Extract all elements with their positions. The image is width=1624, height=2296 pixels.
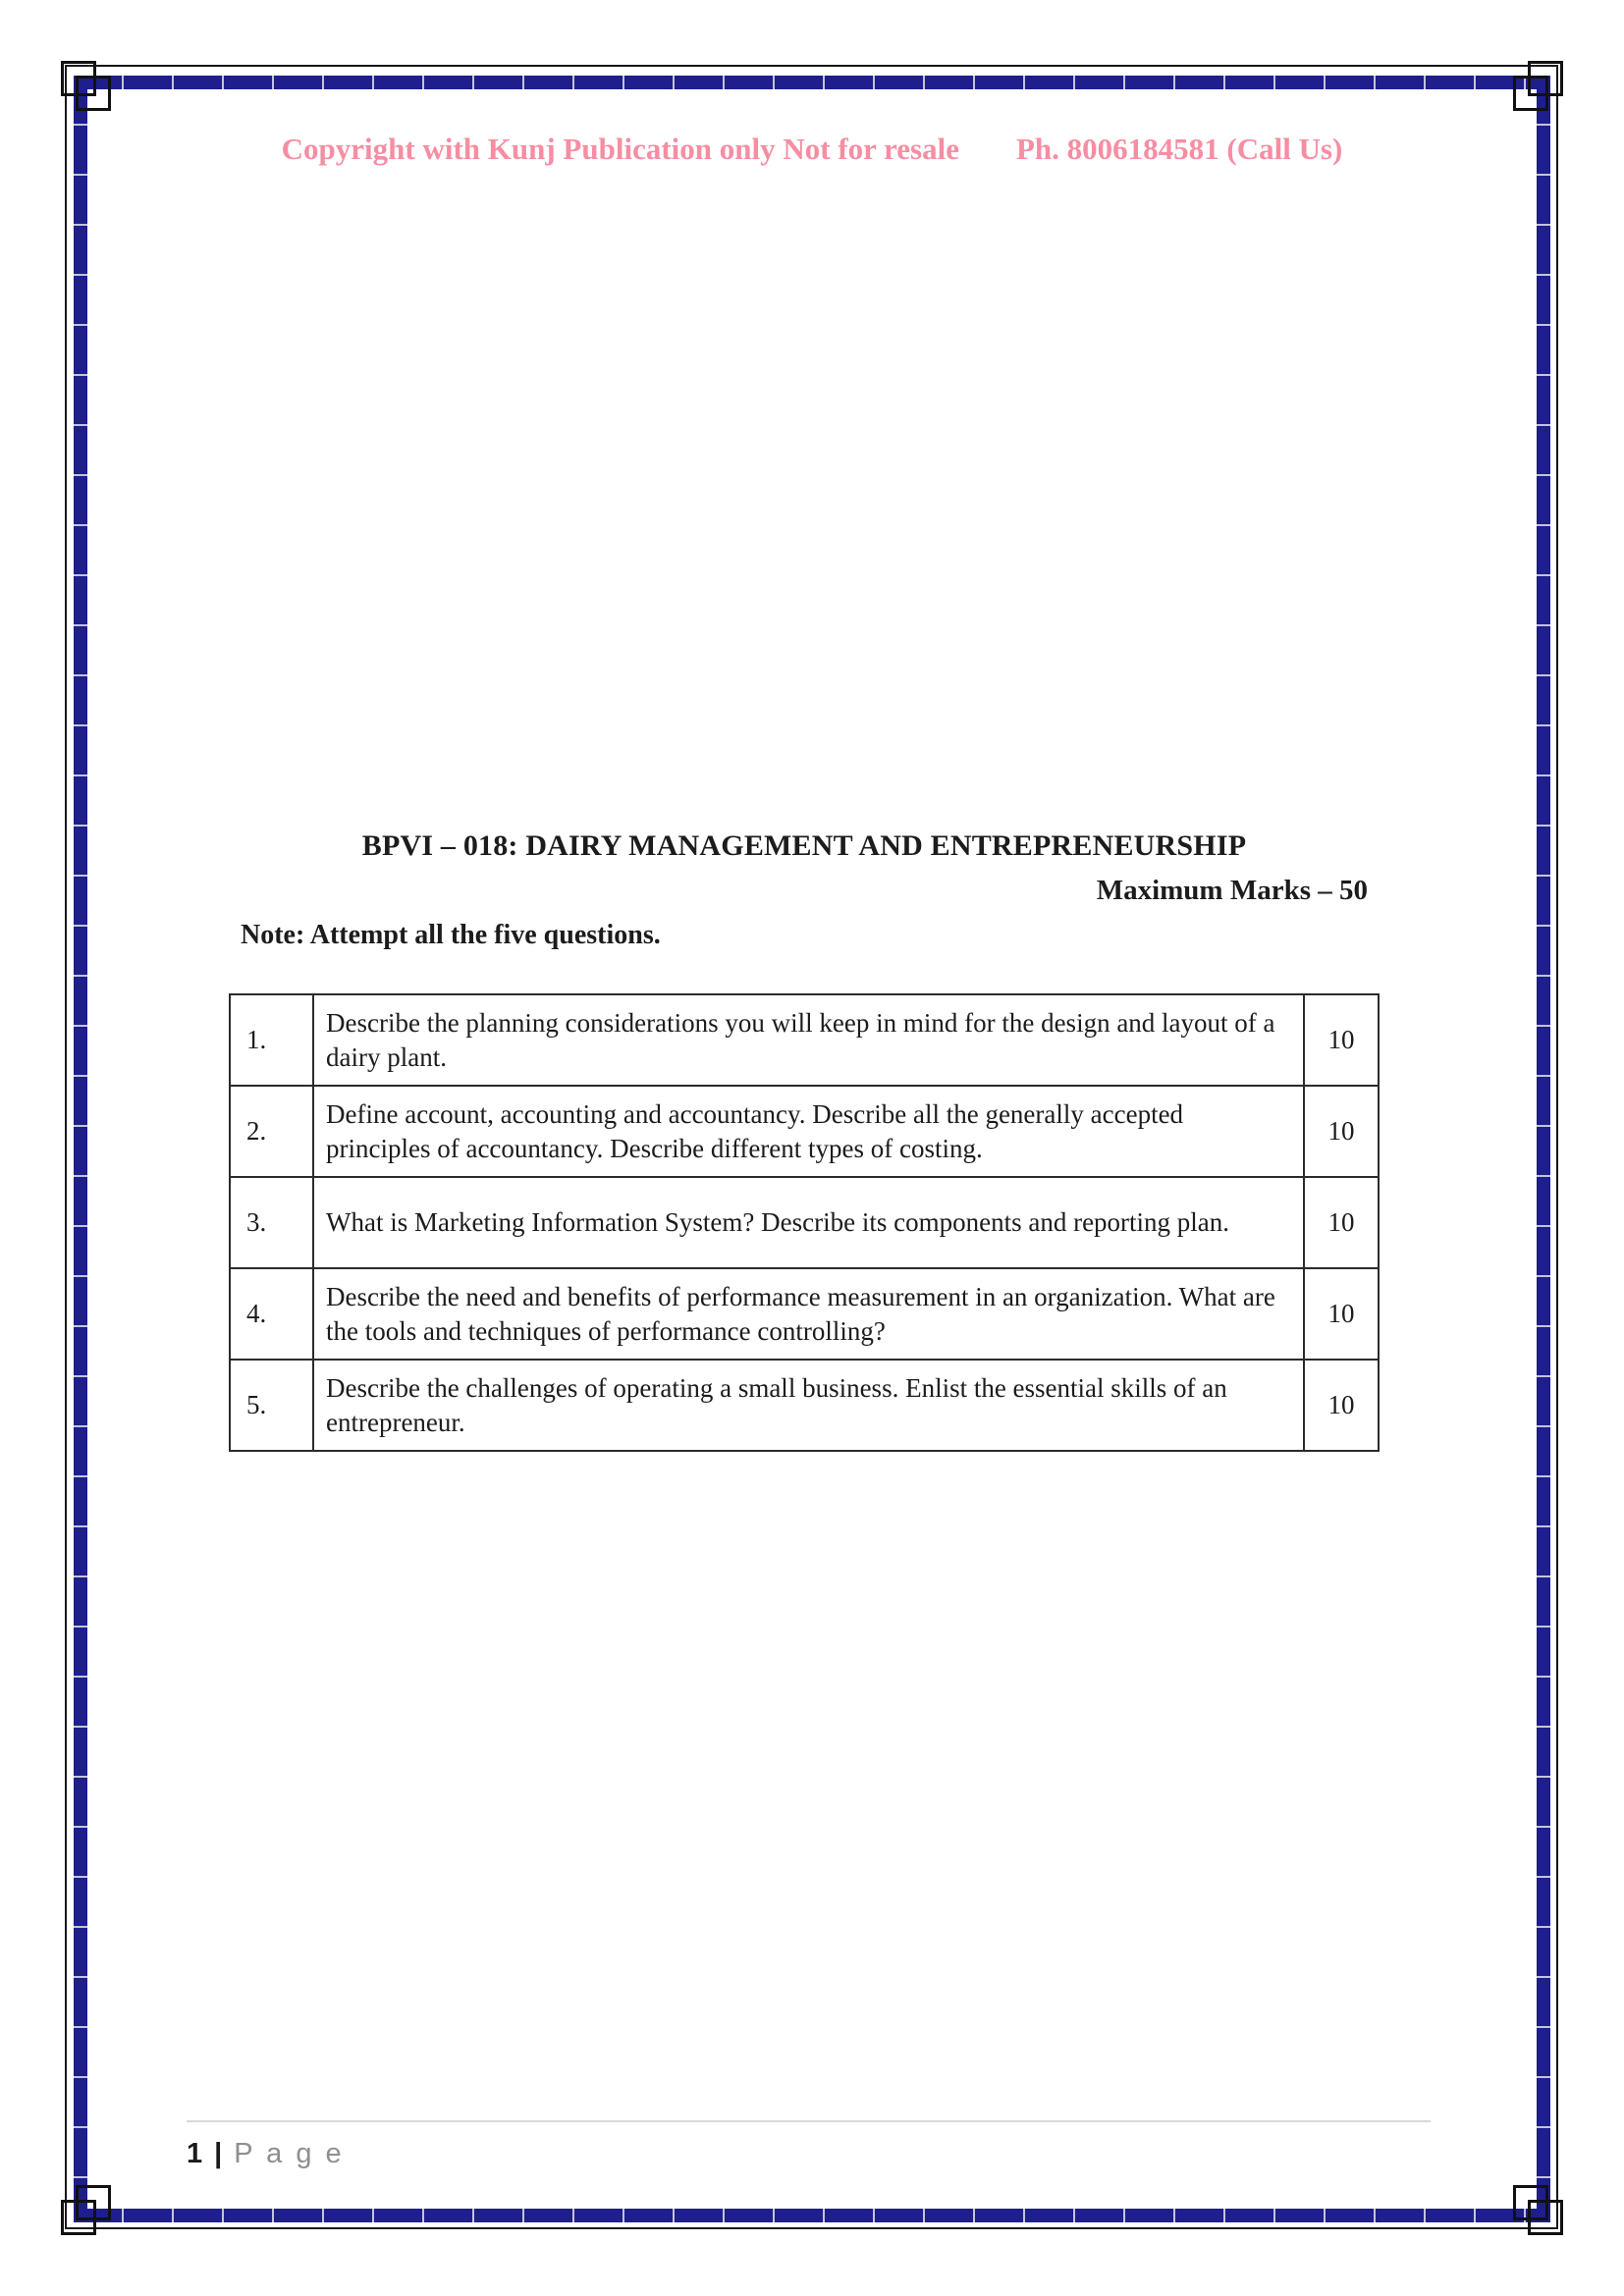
question-number: 3. [230, 1177, 313, 1268]
question-number: 1. [230, 994, 313, 1086]
question-number: 5. [230, 1360, 313, 1451]
question-marks: 10 [1304, 1177, 1379, 1268]
phone-text: Ph. 8006184581 (Call Us) [1015, 132, 1343, 166]
question-number: 4. [230, 1268, 313, 1360]
question-text: Define account, accounting and accountancy. Describe all the generally accepted principles of accountancy. Describe different types of costing. [326, 1098, 1184, 1163]
copyright-header [87, 132, 1537, 167]
footer-separator: | [214, 2138, 223, 2169]
corner-ornament [76, 76, 111, 111]
page-border-band-bottom [74, 2209, 1550, 2222]
page-label: P a g e [234, 2138, 345, 2169]
question-row [230, 1360, 1379, 1451]
question-marks: 10 [1304, 1268, 1379, 1360]
question-text-cell [313, 994, 1304, 1086]
question-number: 2. [230, 1086, 313, 1177]
question-text-cell [313, 1177, 1304, 1268]
question-text: Describe the planning considerations you will keep in mind for the design and layout of a dairy plant. [326, 1007, 1275, 1072]
question-row [230, 1086, 1379, 1177]
question-row [230, 1177, 1379, 1268]
question-text-cell [313, 1268, 1304, 1360]
exam-title: BPVI – 018: DAIRY MANAGEMENT AND ENTREPRENEURSHIP [361, 829, 1247, 862]
question-marks: 10 [1304, 1086, 1379, 1177]
question-row [230, 994, 1379, 1086]
max-marks-label: Maximum Marks – 50 [1096, 875, 1368, 906]
question-marks: 10 [1304, 994, 1379, 1086]
page-footer [187, 2138, 345, 2170]
question-text: Describe the challenges of operating a small business. Enlist the essential skills of an entrepreneur. [326, 1372, 1227, 1437]
page-number: 1 [187, 2138, 203, 2169]
corner-ornament [76, 2185, 111, 2220]
question-text-cell [313, 1360, 1304, 1451]
page-border-band-left [74, 76, 87, 2222]
question-marks: 10 [1304, 1360, 1379, 1451]
copyright-text: Copyright with Kunj Publication only Not for resale [281, 132, 959, 166]
corner-ornament [1513, 2185, 1548, 2220]
page-border-band-top [74, 76, 1550, 89]
question-text: Describe the need and benefits of performance measurement in an organization. What are the tools and techniques of performance controlling? [326, 1281, 1275, 1346]
page-border-band-right [1537, 76, 1550, 2222]
question-row [230, 1268, 1379, 1360]
exam-note: Note: Attempt all the five questions. [241, 920, 661, 950]
questions-table [229, 993, 1380, 1452]
question-text: What is Marketing Information System? Describe its components and reporting plan. [326, 1207, 1230, 1238]
corner-ornament [1513, 76, 1548, 111]
footer-divider [187, 2120, 1431, 2122]
question-text-cell [313, 1086, 1304, 1177]
